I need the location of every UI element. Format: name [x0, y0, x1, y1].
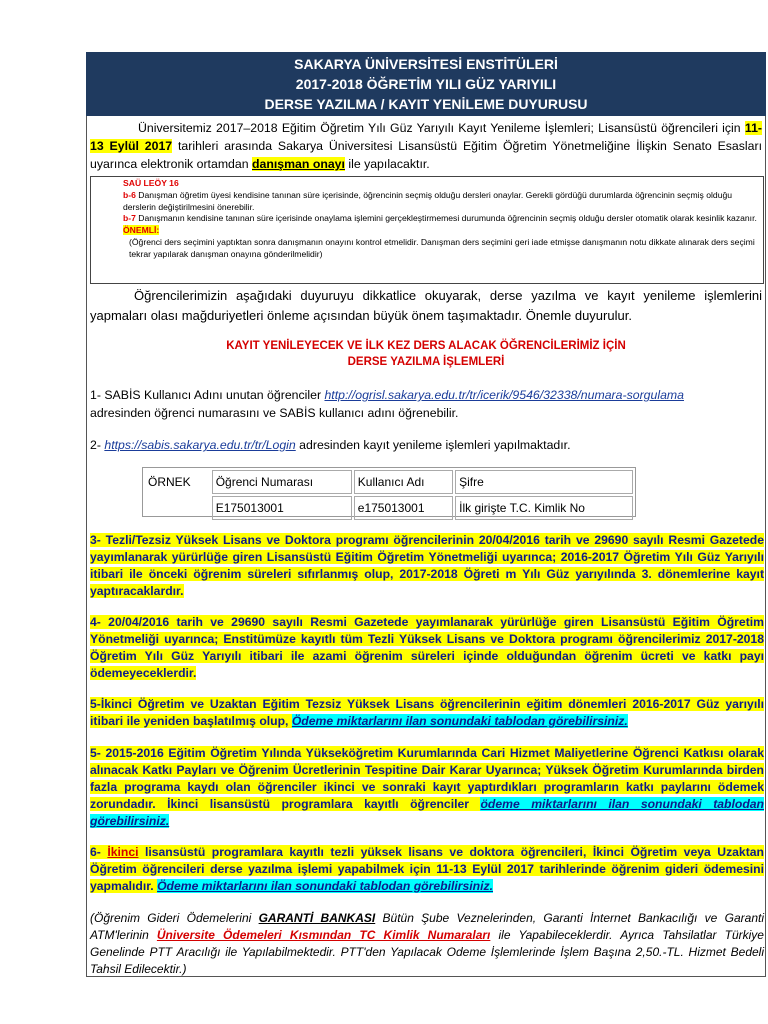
- item5-text: 5-İkinci Öğretim ve Uzaktan Eğitim Tezsiz Yüksek Lisans öğrencilerinin eğitim dönemleri 2016-2017 Güz yarıyılı itibari ile yeniden başlatılmış olup,: [90, 697, 764, 728]
- b7-label: b-7: [123, 213, 136, 224]
- item-5: [90, 696, 764, 730]
- cell-student-number: E175013001: [212, 496, 352, 520]
- sabis-login-link[interactable]: https://sabis.sakarya.edu.tr/tr/Login: [104, 438, 296, 452]
- header-line-3: DERSE YAZILMA / KAYIT YENİLEME DUYURUSU: [264, 96, 588, 112]
- item3-text: 3- Tezli/Tezsiz Yüksek Lisans ve Doktora programı öğrencilerinin 20/04/2016 tarih ve 29690 sayılı Resmi Gazetede yayımlanarak yürürlüğe giren Lisansüstü Eğitim Öğretim Yönetmeliği uyarınca; 2016-2017 Öğretim Yılı Güz Yarıyılı itibari ile önceki öğrenim süreleri sıfırlanmış olup, 2017-2018 Öğreti m Yılı Güz yarıyılında 3. dönemlerine kayıt yaptıracaklardır.: [90, 533, 764, 598]
- footer-text-a: (Öğrenim Gideri Ödemelerini: [90, 911, 259, 925]
- step-1: [90, 386, 766, 422]
- item6-text: lisansüstü programlara kayıtlı tezli yüksek lisans ve doktora öğrencileri, İkinci Öğretim veya Uzaktan Öğretim öğrencileri derse yazılma işlemi yapabilmek için 11-13 Eylül 2017 tarihlerinde öğrenim gideri ödemesini yapmalıdır.: [90, 845, 764, 893]
- b7-text: Danışmanın kendisine tanınan süre içerisinde onaylama işlemini gerçekleştirmemesi durumunda öğrencinin seçmiş olduğu dersler otomatik olarak kesinlik kazanır.: [135, 213, 757, 224]
- intro-approval: danışman onayı: [252, 157, 345, 171]
- intro-text-c: ile yapılacaktır.: [344, 157, 430, 171]
- important-label: ÖNEMLİ:: [123, 225, 160, 236]
- intro-date: 11-13 Eylül 2017: [90, 121, 763, 153]
- example-header-row: [145, 470, 633, 494]
- section-title-line2: DERSE YAZILMA İŞLEMLERİ: [347, 356, 505, 368]
- footer-tc-kimlik: Üniversite Ödemeleri Kısmından TC Kimlik Numaraları: [156, 928, 491, 942]
- header-username: Kullanıcı Adı: [354, 470, 453, 494]
- item-6: [90, 844, 764, 895]
- item-3: [90, 532, 764, 600]
- intro-paragraph: [90, 119, 762, 173]
- header-line-2: 2017-2018 ÖĞRETİM YILI GÜZ YARIYILI: [295, 76, 557, 92]
- step2-text: adresinden kayıt yenileme işlemleri yapılmaktadır.: [295, 438, 571, 452]
- box-title: SAÜ LEÖY 16: [123, 178, 179, 188]
- item5-payment-link: Ödeme miktarlarını ilan sonundaki tablodan görebilirsiniz.: [291, 714, 628, 728]
- step1-text: 1- SABİS Kullanıcı Adını unutan öğrenciler: [90, 388, 325, 402]
- payment-footer: [90, 910, 764, 978]
- item5b-text: 5- 2015-2016 Eğitim Öğretim Yılında Yükseköğretim Kurumlarında Cari Hizmet Maliyetlerine Öğrenci Katkısı olarak alınacak Katkı Payları ve Öğrenim Ücretlerinin Tespitine Dair Karar Uyarınca; Yüksek Öğretim Kurumlarında birden fazla programa kaydı olan öğrenciler ikinci ve sonraki kayıt yaptırdıkları programların katkı paylarını ödemek zorundadır. İkinci lisansüstü programlara kayıtlı öğrenciler: [90, 746, 764, 811]
- example-label: ÖRNEK: [148, 475, 191, 489]
- document-header: [86, 52, 766, 116]
- section-title: [90, 338, 762, 370]
- section-title-line1: KAYIT YENİLEYECEK VE İLK KEZ DERS ALACAK ÖĞRENCİLERİMİZ İÇİN: [226, 340, 626, 352]
- item6-ikinci: İkinci: [107, 845, 139, 859]
- item6-payment-link: Ödeme miktarlarını ilan sonundaki tablodan görebilirsiniz.: [157, 879, 493, 893]
- example-data-row: [145, 496, 633, 520]
- footer-text-b: Bütün Şube Veznelerinden, Garanti İnternet Bankacılığı ve Garanti ATM'lerinin: [90, 911, 764, 942]
- header-password: Şifre: [455, 470, 633, 494]
- example-table: [142, 467, 636, 517]
- footer-text-c: ile Yapabileceklerdir. Ayrıca Tahsilatlar Türkiye Genelinde PTT Aracılığı ile Yapılabilmektedir. PTT'den Yapılacak Odeme İşlemlerinde İşlem Başına 2,50.-TL. Hizmet Bedeli Tahsil Edilecektir.): [90, 928, 764, 976]
- item4-text: 4- 20/04/2016 tarih ve 29690 sayılı Resmi Gazetede yayımlanarak yürürlüğe giren Lisansüstü Eğitim Öğretim Yönetmeliği uyarınca; Enstitümüze kayıtlı tüm Tezli Yüksek Lisans ve Doktora programı öğrencilerimiz 2017-2018 Öğretim Yılı Güz Yarıyılı itibari ile azami öğrenim süreleri içinde olduğundan öğrenim ücreti ve katkı payı ödemeyeceklerdir.: [90, 615, 764, 680]
- intro-text-a: Üniversitemiz 2017–2018 Eğitim Öğretim Yılı Güz Yarıyılı Kayıt Yenileme İşlemleri; Lisansüstü öğrencileri için: [138, 121, 741, 135]
- empty-cell: [145, 496, 210, 520]
- cell-username: e175013001: [354, 496, 453, 520]
- b6-text: Danışman öğretim üyesi kendisine tanınan süre içerisinde, öğrencinin seçmiş olduğu dersleri onaylar. Gerekli gördüğü durumlarda öğrencinin seçmiş olduğu derslerin değiştirilmesini önerebilir.: [123, 189, 733, 212]
- box-b6: [123, 190, 757, 214]
- important-text: (Öğrenci ders seçimini yaptıktan sonra danışmanın onayını kontrol etmelidir. Danışman ders seçimini geri iade etmişse danışmanın notu dikkate alınarak ders seçimi tekrar yapılarak danışman onayına gönderilmelidir): [129, 236, 755, 259]
- step2-num: 2-: [90, 438, 105, 452]
- footer-bank: GARANTİ BANKASI: [258, 911, 376, 925]
- numara-sorgulama-link[interactable]: http://ogrisl.sakarya.edu.tr/tr/icerik/9546/32338/numara-sorgulama: [324, 388, 684, 402]
- item6-num: 6-: [90, 845, 108, 859]
- item-5b: [90, 745, 764, 830]
- cell-password: İlk girişte T.C. Kimlik No: [455, 496, 633, 520]
- item5b-payment-link: ödeme miktarlarını ilan sonundaki tablodan görebilirsiniz.: [90, 797, 765, 828]
- intro-text-b: tarihleri arasında Sakarya Üniversitesi Lisansüstü Eğitim Öğretim Yönetmeliğine İlişkin Senato Esasları uyarınca elektronik ortamdan: [90, 139, 762, 171]
- box-b7: [123, 213, 757, 225]
- step1-text-b: adresinden öğrenci numarasını ve SABİS kullanıcı adını öğrenebilir.: [90, 406, 459, 420]
- notice-paragraph: Öğrencilerimizin aşağıdaki duyuruyu dikkatlice okuyarak, derse yazılma ve kayıt yenileme işlemlerini yapmaları olası mağduriyetleri önleme açısından büyük önem taşımaktadır. Önemle duyurulur.: [90, 288, 762, 323]
- header-student-number: Öğrenci Numarası: [212, 470, 352, 494]
- header-line-1: SAKARYA ÜNİVERSİTESİ ENSTİTÜLERİ: [294, 56, 558, 72]
- step-2: [90, 436, 762, 454]
- item-4: [90, 614, 764, 682]
- b6-label: b-6: [123, 189, 136, 200]
- regulation-box: [90, 176, 764, 284]
